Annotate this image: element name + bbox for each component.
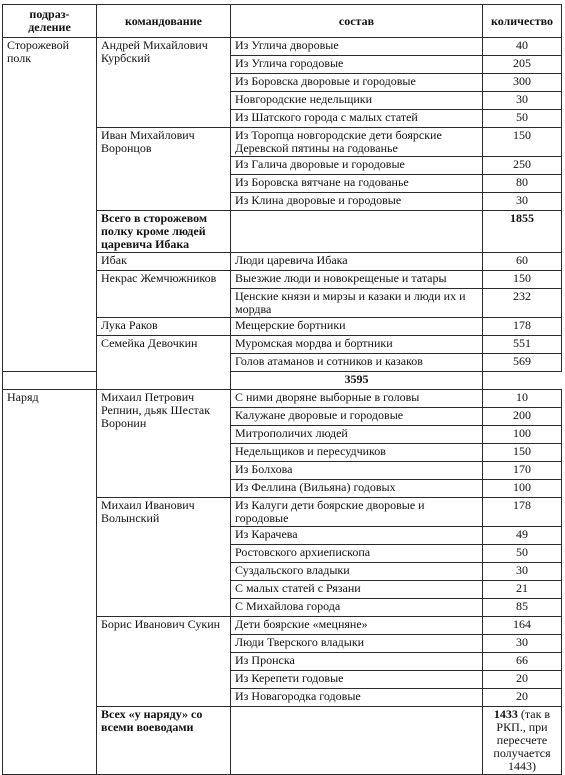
quantity-cell: 178: [483, 498, 562, 527]
quantity-cell: 150: [483, 444, 562, 462]
total-row: [3, 372, 562, 390]
commander-cell: Ибак: [97, 253, 231, 271]
subtotal-value: [483, 707, 562, 775]
composition-cell: Из Карачева: [231, 527, 483, 545]
quantity-cell: 30: [483, 635, 562, 653]
composition-cell: С ними дворяне выборные в головы: [231, 390, 483, 408]
composition-cell: Дети боярские «мецняне»: [231, 617, 483, 635]
quantity-cell: 100: [483, 480, 562, 498]
commander-cell: Михаил Петрович Репнин, дьяк Шестак Воронин: [97, 390, 231, 498]
commander-cell: Иван Михайлович Воронцов: [97, 128, 231, 211]
header-command: командование: [97, 5, 231, 38]
total-note: (так в РКП., при пересчете получается 1443): [493, 707, 551, 773]
commander-cell: Семейка Девочкин: [97, 336, 231, 390]
quantity-cell: 30: [483, 92, 562, 110]
quantity-cell: 49: [483, 527, 562, 545]
troops-table: [2, 4, 562, 775]
quantity-cell: 200: [483, 408, 562, 426]
composition-cell: Мещерские бортники: [231, 318, 483, 336]
total-number: 1433: [493, 707, 518, 721]
composition-cell: Из Керепети годовые: [231, 671, 483, 689]
quantity-cell: 50: [483, 110, 562, 128]
quantity-cell: 205: [483, 56, 562, 74]
quantity-cell: 551: [483, 336, 562, 354]
quantity-cell: 30: [483, 193, 562, 211]
table-row: [3, 38, 562, 56]
composition-cell: Из Углича дворовые: [231, 38, 483, 56]
composition-cell: [231, 707, 483, 775]
composition-cell: Из Новагородка годовые: [231, 689, 483, 707]
quantity-cell: 50: [483, 545, 562, 563]
subtotal-value: 1855: [483, 211, 562, 253]
table-row: [3, 390, 562, 408]
quantity-cell: 232: [483, 289, 562, 318]
header-composition: состав: [231, 5, 483, 38]
unit-cell: Наряд: [3, 390, 97, 775]
quantity-cell: 150: [483, 271, 562, 289]
composition-cell: Муромская мордва и бортники: [231, 336, 483, 354]
quantity-cell: 66: [483, 653, 562, 671]
commander-cell: Андрей Михайлович Курбский: [97, 38, 231, 128]
composition-cell: Из Болхова: [231, 462, 483, 480]
quantity-cell: 170: [483, 462, 562, 480]
composition-cell: Новгородские недельщики: [231, 92, 483, 110]
composition-cell: Из Пронска: [231, 653, 483, 671]
composition-cell: Суздальского владыки: [231, 563, 483, 581]
quantity-cell: 150: [483, 128, 562, 157]
quantity-cell: 569: [483, 354, 562, 372]
commander-cell: Некрас Жемчюжников: [97, 271, 231, 318]
composition-cell: Калужане дворовые и городовые: [231, 408, 483, 426]
quantity-cell: 100: [483, 426, 562, 444]
quantity-cell: 85: [483, 599, 562, 617]
quantity-cell: 10: [483, 390, 562, 408]
quantity-cell: 21: [483, 581, 562, 599]
quantity-cell: 20: [483, 689, 562, 707]
composition-cell: Выезжие люди и новокрещеные и татары: [231, 271, 483, 289]
commander-cell: Борис Иванович Сукин: [97, 617, 231, 707]
composition-cell: Из Феллина (Вильяна) годовых: [231, 480, 483, 498]
quantity-cell: 30: [483, 563, 562, 581]
total-value: 3595: [231, 372, 483, 390]
quantity-cell: 164: [483, 617, 562, 635]
composition-cell: Люди Тверского владыки: [231, 635, 483, 653]
composition-cell: Люди царевича Ибака: [231, 253, 483, 271]
commander-cell: Михаил Иванович Волынский: [97, 498, 231, 617]
header-row: [3, 5, 562, 38]
composition-cell: Митрополичих людей: [231, 426, 483, 444]
composition-cell: Из Шатского города с малых статей: [231, 110, 483, 128]
composition-cell: Ростовского архиепископа: [231, 545, 483, 563]
quantity-cell: 178: [483, 318, 562, 336]
quantity-cell: 300: [483, 74, 562, 92]
composition-cell: Из Боровска вятчане на годованье: [231, 175, 483, 193]
quantity-cell: 40: [483, 38, 562, 56]
composition-cell: Из Углича городовые: [231, 56, 483, 74]
composition-cell: С Михайлова города: [231, 599, 483, 617]
composition-cell: [3, 372, 97, 390]
quantity-cell: 80: [483, 175, 562, 193]
composition-cell: Ценские князи и мирзы и казаки и люди их и мордва: [231, 289, 483, 318]
header-quantity: количество: [483, 5, 562, 38]
quantity-cell: 250: [483, 157, 562, 175]
unit-cell: Сторожевой полк: [3, 38, 97, 372]
composition-cell: [231, 211, 483, 253]
composition-cell: Из Клина дворовые и городовые: [231, 193, 483, 211]
composition-cell: Из Калуги дети боярские дворовые и городовые: [231, 498, 483, 527]
quantity-cell: 60: [483, 253, 562, 271]
composition-cell: Недельщиков и пересудчиков: [231, 444, 483, 462]
composition-cell: Из Торопца новгородские дети боярские Деревской пятины на годованье: [231, 128, 483, 157]
commander-cell: Лука Раков: [97, 318, 231, 336]
composition-cell: Голов атаманов и сотников и казаков: [231, 354, 483, 372]
subtotal-label: Всех «у наряду» со всеми воеводами: [97, 707, 231, 775]
composition-cell: Из Боровска дворовые и городовые: [231, 74, 483, 92]
quantity-cell: 20: [483, 671, 562, 689]
header-unit: подраз- деление: [3, 5, 97, 38]
composition-cell: С малых статей с Рязани: [231, 581, 483, 599]
subtotal-label: Всего в сторожевом полку кроме людей царевича Ибака: [97, 211, 231, 253]
composition-cell: Из Галича дворовые и городовые: [231, 157, 483, 175]
